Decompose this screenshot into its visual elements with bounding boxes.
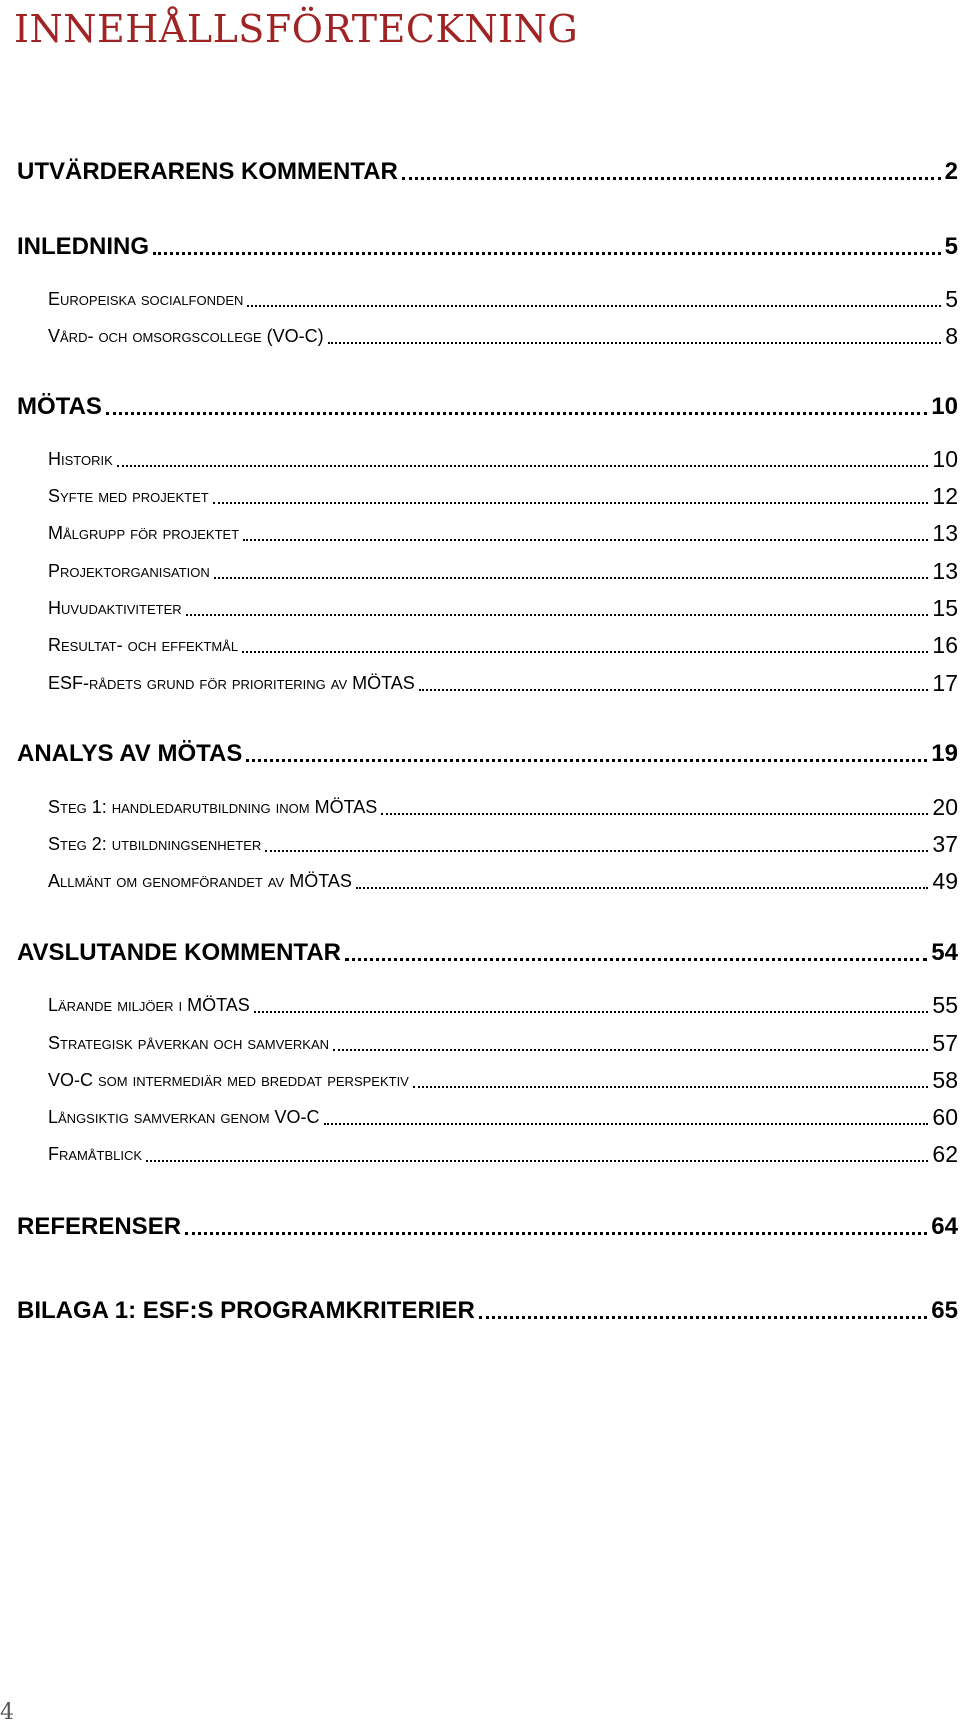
toc-entry-page: 20 [932,794,958,820]
toc-entry-page: 19 [931,740,958,767]
toc-entry-label: Strategisk påverkan och samverkan [48,1033,330,1053]
toc-entry[interactable] [17,550,958,586]
dot-leader [185,1232,927,1235]
toc-entry[interactable] [17,786,958,822]
toc-title: INNEHÅLLSFÖRTECKNING [14,7,579,51]
toc-entry-page: 49 [932,868,958,894]
toc-entry-label: Framåtblick [48,1144,143,1164]
toc-entry-page: 5 [944,233,958,260]
dot-leader [265,850,928,852]
toc-entry[interactable] [17,315,958,351]
toc-entry-label: MÖTAS [17,393,102,420]
dot-leader [479,1316,928,1319]
toc-entry-page: 10 [931,393,958,420]
toc-entry[interactable] [17,1291,958,1327]
toc-entry-page: 17 [932,670,958,696]
toc-entry-page: 2 [944,158,958,185]
toc-entry-page: 54 [931,939,958,966]
toc-entry-label: ANALYS AV MÖTAS [17,740,243,767]
toc-entry[interactable] [17,823,958,859]
dot-leader [247,305,941,307]
toc-entry[interactable] [17,662,958,698]
dot-leader [345,958,927,961]
toc-entry-page: 57 [932,1030,958,1056]
toc-entry-page: 16 [932,632,958,658]
dot-leader [146,1160,928,1162]
toc-entry[interactable] [17,933,958,969]
toc-entry[interactable] [17,624,958,660]
toc-entry-page: 62 [932,1141,958,1167]
dot-leader [186,614,929,616]
toc-entry-page: 58 [932,1067,958,1093]
dot-leader [356,887,929,889]
dot-leader [117,465,929,467]
toc-entry-label: ESF-rådets grund för prioritering av MÖTAS [48,673,415,693]
dot-leader [214,577,929,579]
dot-leader [106,412,927,415]
toc-entry-label: Lärande miljöer i MÖTAS [48,995,250,1015]
toc-entry-page: 55 [932,992,958,1018]
toc-entry-label: INLEDNING [17,233,149,260]
dot-leader [242,651,928,653]
toc-entry-label: Steg 1: handledarutbildning inom MÖTAS [48,797,378,817]
table-of-contents [17,0,958,1731]
dot-leader [381,813,928,815]
toc-entry[interactable] [17,152,958,188]
dot-leader [254,1011,929,1013]
toc-entry-page: 37 [932,831,958,857]
toc-entry[interactable] [17,1207,958,1243]
toc-entry-label: Resultat- och effektmål [48,635,239,655]
toc-entry[interactable] [17,734,958,770]
toc-entry-page: 10 [932,446,958,472]
toc-entry-label: Syfte med projektet [48,486,209,506]
toc-entry-page: 65 [931,1297,958,1324]
toc-entry-label: Europeiska socialfonden [48,289,244,309]
toc-entry-label: Historik [48,449,113,469]
dot-leader [419,689,929,691]
dot-leader [328,342,942,344]
dot-leader [213,502,929,504]
toc-entry-page: 5 [945,286,958,312]
toc-entry-label: Långsiktig samverkan genom VO-C [48,1107,320,1127]
toc-entry[interactable] [17,438,958,474]
dot-leader [246,759,927,762]
toc-entry-label: UTVÄRDERARENS KOMMENTAR [17,158,398,185]
toc-entry[interactable] [17,984,958,1020]
toc-entry-page: 15 [932,595,958,621]
toc-entry-page: 12 [932,483,958,509]
dot-leader [153,252,941,255]
toc-entry[interactable] [17,512,958,548]
toc-entry-label: REFERENSER [17,1213,182,1240]
toc-entry-page: 13 [932,520,958,546]
toc-entry[interactable] [17,860,958,896]
toc-entry[interactable] [17,587,958,623]
toc-entry[interactable] [17,227,958,263]
toc-entry[interactable] [17,475,958,511]
dot-leader [333,1049,928,1051]
toc-entry[interactable] [17,1096,958,1132]
toc-entry-label: Huvudaktiviteter [48,598,182,618]
toc-entry[interactable] [17,387,958,423]
toc-entry[interactable] [17,278,958,314]
page-number: 4 [0,1700,14,1725]
toc-entry[interactable] [17,1022,958,1058]
toc-entry-label: BILAGA 1: ESF:S PROGRAMKRITERIER [17,1297,475,1324]
dot-leader [243,539,928,541]
toc-entry-label: VO-C som intermediär med breddat perspektiv [48,1070,409,1090]
toc-entry-page: 13 [932,558,958,584]
toc-entry-label: Steg 2: utbildningsenheter [48,834,262,854]
toc-entry-label: Målgrupp för projektet [48,523,240,543]
toc-entry[interactable] [17,1133,958,1169]
toc-entry[interactable] [17,1059,958,1095]
dot-leader [413,1086,929,1088]
toc-entry-label: Allmänt om genomförandet av MÖTAS [48,871,352,891]
toc-entry-page: 8 [945,323,958,349]
toc-entry-page: 60 [932,1104,958,1130]
dot-leader [324,1123,929,1125]
toc-entry-label: Projektorganisation [48,561,210,581]
toc-entry-label: Vård- och omsorgscollege (VO-C) [48,326,324,346]
dot-leader [402,177,941,180]
toc-entry-page: 64 [931,1213,958,1240]
toc-entry-label: AVSLUTANDE KOMMENTAR [17,939,341,966]
